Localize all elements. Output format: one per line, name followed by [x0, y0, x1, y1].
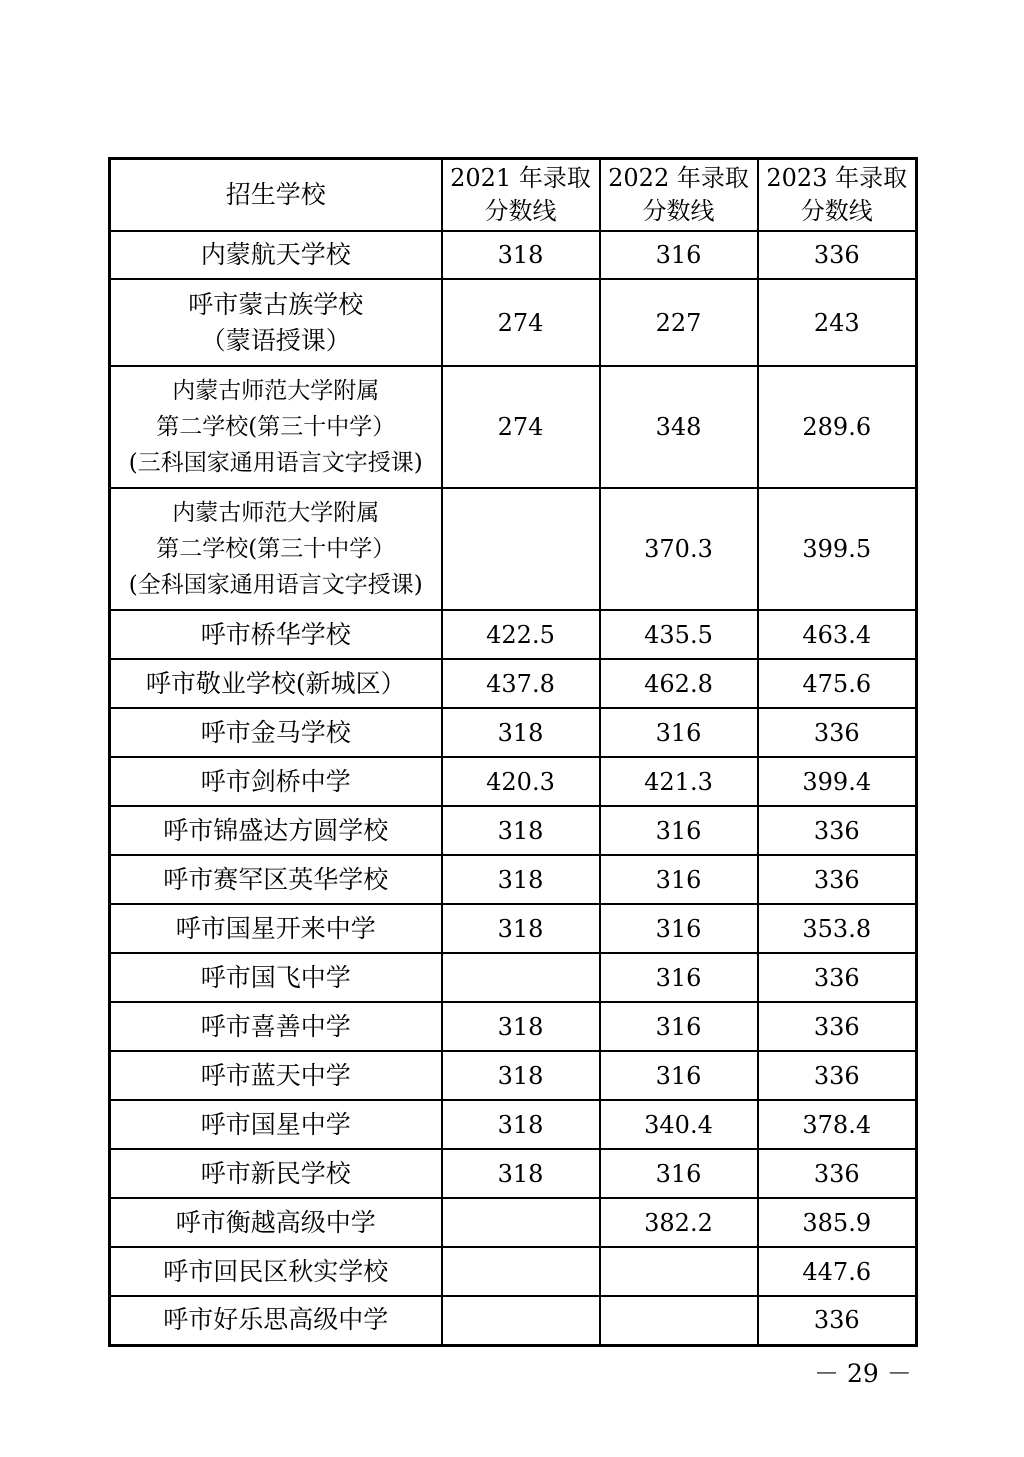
admission-score-table: [108, 157, 918, 1347]
school-name-cell: 呼市好乐思高级中学: [110, 1296, 442, 1345]
school-name-cell: 呼市国星开来中学: [110, 904, 442, 953]
score-2022-cell: 316: [600, 953, 758, 1002]
score-2021-cell: 437.8: [442, 659, 600, 708]
score-2023-cell: 463.4: [758, 610, 917, 659]
school-name-cell: 呼市金马学校: [110, 708, 442, 757]
score-2022-cell: [600, 1247, 758, 1296]
score-2021-cell: 318: [442, 1149, 600, 1198]
score-2022-cell: 340.4: [600, 1100, 758, 1149]
school-name-cell: 呼市敬业学校(新城区）: [110, 659, 442, 708]
score-2022-cell: 316: [600, 855, 758, 904]
score-2021-cell: 422.5: [442, 610, 600, 659]
score-2022-cell: 316: [600, 708, 758, 757]
school-name-cell: 呼市赛罕区英华学校: [110, 855, 442, 904]
score-2022-cell: 227: [600, 279, 758, 366]
table-row: [110, 1149, 917, 1198]
school-name-cell: 呼市回民区秋实学校: [110, 1247, 442, 1296]
table-row: [110, 610, 917, 659]
table-row: [110, 366, 917, 488]
school-name-cell: 呼市蓝天中学: [110, 1051, 442, 1100]
score-2022-cell: 348: [600, 366, 758, 488]
school-name-cell: 呼市衡越高级中学: [110, 1198, 442, 1247]
table-row: [110, 231, 917, 279]
score-2022-cell: 382.2: [600, 1198, 758, 1247]
score-2023-cell: 385.9: [758, 1198, 917, 1247]
table-row: [110, 953, 917, 1002]
school-name-cell: 呼市锦盛达方圆学校: [110, 806, 442, 855]
score-2023-cell: 336: [758, 855, 917, 904]
score-2021-cell: 318: [442, 708, 600, 757]
score-2021-cell: 274: [442, 279, 600, 366]
table-row: [110, 279, 917, 366]
score-2021-cell: [442, 1198, 600, 1247]
table-row: [110, 1247, 917, 1296]
table-row: [110, 1296, 917, 1345]
table-row: [110, 855, 917, 904]
header-school: 招生学校: [110, 159, 442, 232]
score-2023-cell: 336: [758, 708, 917, 757]
header-2023: 2023 年录取 分数线: [758, 159, 917, 232]
school-name-cell: 内蒙古师范大学附属 第二学校(第三十中学） (三科国家通用语言文字授课): [110, 366, 442, 488]
header-2022: 2022 年录取 分数线: [600, 159, 758, 232]
table-row: [110, 1198, 917, 1247]
score-2021-cell: [442, 1296, 600, 1345]
score-2022-cell: 316: [600, 1149, 758, 1198]
score-2023-cell: 336: [758, 231, 917, 279]
score-2023-cell: 243: [758, 279, 917, 366]
score-2022-cell: 316: [600, 1051, 758, 1100]
score-2022-cell: [600, 1296, 758, 1345]
school-name-cell: 呼市桥华学校: [110, 610, 442, 659]
table-row: [110, 659, 917, 708]
score-2021-cell: [442, 488, 600, 610]
score-2021-cell: 318: [442, 904, 600, 953]
school-name-cell: 内蒙古师范大学附属 第二学校(第三十中学） (全科国家通用语言文字授课): [110, 488, 442, 610]
score-2023-cell: 475.6: [758, 659, 917, 708]
score-2022-cell: 370.3: [600, 488, 758, 610]
table-body: [110, 231, 917, 1345]
score-2021-cell: [442, 953, 600, 1002]
score-2021-cell: 318: [442, 1051, 600, 1100]
school-name-cell: 呼市国星中学: [110, 1100, 442, 1149]
score-2023-cell: 447.6: [758, 1247, 917, 1296]
score-2022-cell: 316: [600, 806, 758, 855]
table-row: [110, 1002, 917, 1051]
score-2022-cell: 435.5: [600, 610, 758, 659]
score-2022-cell: 462.8: [600, 659, 758, 708]
score-2023-cell: 399.5: [758, 488, 917, 610]
score-2023-cell: 353.8: [758, 904, 917, 953]
score-2023-cell: 289.6: [758, 366, 917, 488]
score-2021-cell: 420.3: [442, 757, 600, 806]
score-2023-cell: 336: [758, 1296, 917, 1345]
header-2021: 2021 年录取 分数线: [442, 159, 600, 232]
score-2023-cell: 336: [758, 1051, 917, 1100]
school-name-cell: 呼市蒙古族学校 （蒙语授课）: [110, 279, 442, 366]
school-name-cell: 内蒙航天学校: [110, 231, 442, 279]
score-2022-cell: 421.3: [600, 757, 758, 806]
score-2023-cell: 399.4: [758, 757, 917, 806]
score-2021-cell: 318: [442, 806, 600, 855]
score-2022-cell: 316: [600, 1002, 758, 1051]
score-2023-cell: 378.4: [758, 1100, 917, 1149]
score-2021-cell: 318: [442, 231, 600, 279]
table-row: [110, 757, 917, 806]
score-2021-cell: 274: [442, 366, 600, 488]
score-2021-cell: 318: [442, 1002, 600, 1051]
school-name-cell: 呼市喜善中学: [110, 1002, 442, 1051]
page-number: － 29 －: [814, 1359, 912, 1388]
score-2023-cell: 336: [758, 806, 917, 855]
score-2022-cell: 316: [600, 231, 758, 279]
score-2021-cell: 318: [442, 855, 600, 904]
score-2022-cell: 316: [600, 904, 758, 953]
table-row: [110, 904, 917, 953]
table-row: [110, 708, 917, 757]
school-name-cell: 呼市剑桥中学: [110, 757, 442, 806]
school-name-cell: 呼市国飞中学: [110, 953, 442, 1002]
score-2021-cell: [442, 1247, 600, 1296]
school-name-cell: 呼市新民学校: [110, 1149, 442, 1198]
score-2021-cell: 318: [442, 1100, 600, 1149]
table-row: [110, 806, 917, 855]
score-2023-cell: 336: [758, 1149, 917, 1198]
table-row: [110, 488, 917, 610]
table-row: [110, 1051, 917, 1100]
table-row: [110, 1100, 917, 1149]
score-2023-cell: 336: [758, 953, 917, 1002]
score-2023-cell: 336: [758, 1002, 917, 1051]
table-header-row: [110, 159, 917, 232]
